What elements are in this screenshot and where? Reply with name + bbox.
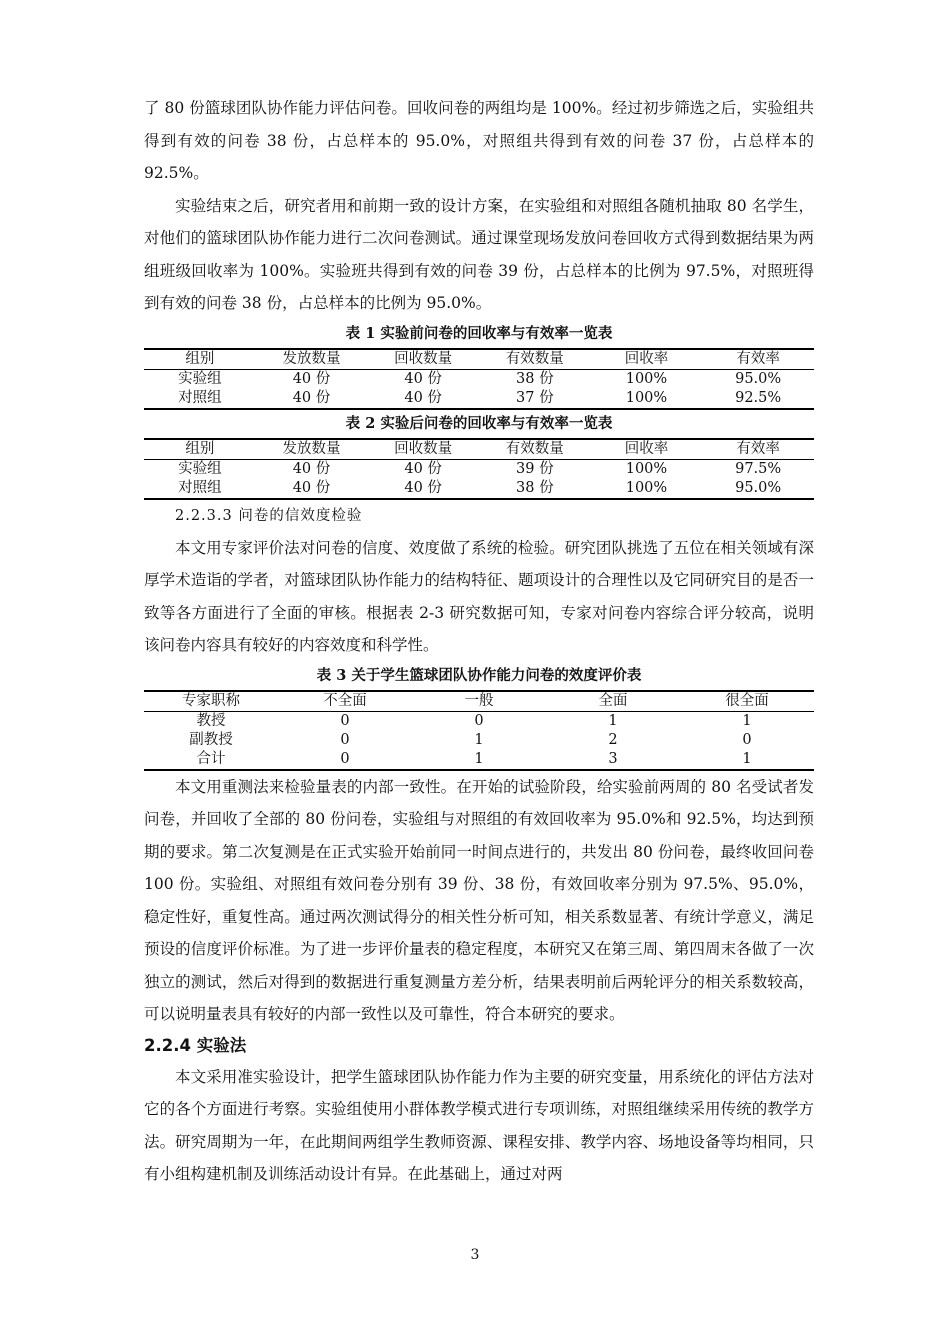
table-cell: 40 份 (292, 460, 331, 477)
table-header-row (144, 439, 814, 460)
table-cell: 40 份 (404, 370, 442, 387)
table-cell: 对照组 (144, 479, 256, 499)
table-header-row (144, 691, 814, 712)
table-header-cell: 组别 (144, 349, 256, 370)
paragraph-expert-evaluation: 本文用专家评价法对问卷的信度、效度做了系统的检验。研究团队挑选了五位在相关领域有深厚学术造诣的学者，对篮球团队协作能力的结构特征、题项设计的合理性以及它同研究目的是否一致等各方面进行了全面的审核。根据表 2-3 研究数据可知，专家对问卷内容综合评分较高，说明该问卷内容具有较好的内容效度和科学性。 (144, 538, 814, 654)
document-page (144, 92, 814, 1191)
table-cell: 100% (591, 389, 703, 409)
table-header-cell: 回收率 (591, 439, 703, 460)
table-cell: 38 份 (516, 370, 554, 387)
table-cell: 0 (340, 712, 350, 729)
table-cell: 92.5% (702, 389, 814, 409)
table-header-cell: 有效率 (702, 439, 814, 460)
subsection-heading: 2.2.3.3 问卷的信效度检验 (175, 507, 363, 524)
table-cell: 39 份 (516, 460, 554, 477)
table-cell: 40 份 (367, 479, 479, 499)
table-header-cell: 回收率 (591, 349, 703, 370)
table-header-row (144, 349, 814, 370)
table-header-cell: 发放数量 (256, 349, 368, 370)
table-cell: 0 (742, 731, 752, 748)
table-header-cell: 专家职称 (144, 691, 278, 712)
table-row (144, 750, 814, 770)
table-cell: 100% (625, 460, 668, 477)
table-cell: 2 (608, 731, 618, 748)
table-cell: 40 份 (367, 389, 479, 409)
table2-caption: 表 2 实验后问卷的回收率与有效率一览表 (345, 414, 613, 432)
table1-caption: 表 1 实验前问卷的回收率与有效率一览表 (345, 324, 613, 342)
table-cell: 0 (278, 750, 412, 770)
table-cell: 实验组 (178, 460, 222, 477)
table-cell: 100% (591, 479, 703, 499)
table-cell: 1 (412, 750, 546, 770)
table-row (144, 731, 814, 750)
table-cell: 1 (680, 750, 814, 770)
table-cell: 37 份 (479, 389, 591, 409)
table-cell: 95.0% (702, 479, 814, 499)
table-row (144, 369, 814, 389)
paragraph-experiment-method: 本文采用准实验设计，把学生篮球团队协作能力作为主要的研究变量，用系统化的评估方法对它的各个方面进行考察。实验组使用小群体教学模式进行专项训练，对照组继续采用传统的教学方法。研究周期为一年，在此期间两组学生教师资源、课程安排、教学内容、场地设备等均相同，只有小组构建机制及训练活动设计有异。在此基础上，通过对两 (144, 1067, 814, 1183)
table-cell: 95.0% (735, 370, 782, 387)
table-cell: 3 (546, 750, 680, 770)
table-cell: 合计 (144, 750, 278, 770)
paragraph-recovery-pre: 了 80 份篮球团队协作能力评估问卷。回收问卷的两组均是 100%。经过初步筛选之后，实验组共得到有效的问卷 38 份，占总样本的 95.0%，对照组共得到有效的问卷 37 份，占总样本的 92.5%。 (144, 99, 814, 182)
table-header-cell: 发放数量 (256, 439, 368, 460)
table-cell: 实验组 (178, 370, 222, 387)
table-cell: 1 (608, 712, 618, 729)
table-cell: 100% (625, 370, 668, 387)
table-cell: 教授 (196, 712, 226, 729)
table-cell: 对照组 (144, 389, 256, 409)
paragraph-retest: 本文用重测法来检验量表的内部一致性。在开始的试验阶段，给实验前两周的 80 名受试者发问卷，并回收了全部的 80 份问卷，实验组与对照组的有效回收率为 95.0%和 92.5%，均达到预期的要求。第二次复测是在正式实验开始前同一时间点进行的，共发出 80 份问卷，最终收回问卷 100 份。实验组、对照组有效问卷分别有 39 份、38 份，有效回收率分别为 97.5%、95.0%，稳定性好，重复性高。通过两次测试得分的相关性分析可知，相关系数显著、有统计学意义，满足预设的信度评价标准。为了进一步评价量表的稳定程度，本研究又在第三周、第四周末各做了一次独立的测试，然后对得到的数据进行重复测量方差分析，结果表明前后两轮评分的相关系数较高，可以说明量表具有较好的内部一致性以及可靠性，符合本研究的要求。 (144, 777, 814, 1023)
table-cell: 40 份 (404, 460, 442, 477)
section-heading: 2.2.4 实验法 (144, 1035, 247, 1055)
table-header-cell: 回收数量 (367, 349, 479, 370)
table-cell: 副教授 (189, 731, 233, 748)
table-row (144, 389, 814, 409)
table-cell: 0 (474, 712, 484, 729)
paragraph-recovery-post: 实验结束之后，研究者用和前期一致的设计方案，在实验组和对照组各随机抽取 80 名学生，对他们的篮球团队协作能力进行二次问卷测试。通过课堂现场发放问卷回收方式得到数据结果为两组班级回收率为 100%。实验班共得到有效的问卷 39 份，占总样本的比例为 97.5%，对照班得到有效的问卷 38 份，占总样本的比例为 95.0%。 (144, 196, 814, 312)
table1 (144, 348, 814, 410)
table-header-cell: 有效数量 (479, 439, 591, 460)
table-cell: 40 份 (256, 389, 368, 409)
table-header-cell: 一般 (412, 691, 546, 712)
table-cell: 40 份 (256, 479, 368, 499)
table-header-cell: 有效数量 (479, 349, 591, 370)
table-header-cell: 回收数量 (367, 439, 479, 460)
table3 (144, 690, 814, 771)
table-header-cell: 不全面 (278, 691, 412, 712)
table-header-cell: 组别 (144, 439, 256, 460)
table-row (144, 479, 814, 499)
table-row (144, 459, 814, 479)
table3-caption: 表 3 关于学生篮球团队协作能力问卷的效度评价表 (316, 666, 642, 684)
table-row (144, 711, 814, 731)
table-header-cell: 全面 (546, 691, 680, 712)
table-cell: 97.5% (735, 460, 782, 477)
page-number: 3 (470, 1247, 480, 1263)
table-cell: 38 份 (479, 479, 591, 499)
table-cell: 1 (742, 712, 752, 729)
table-header-cell: 很全面 (680, 691, 814, 712)
table-cell: 1 (474, 731, 484, 748)
table-cell: 0 (340, 731, 350, 748)
table-cell: 40 份 (292, 370, 331, 387)
table2 (144, 438, 814, 500)
table-header-cell: 有效率 (702, 349, 814, 370)
